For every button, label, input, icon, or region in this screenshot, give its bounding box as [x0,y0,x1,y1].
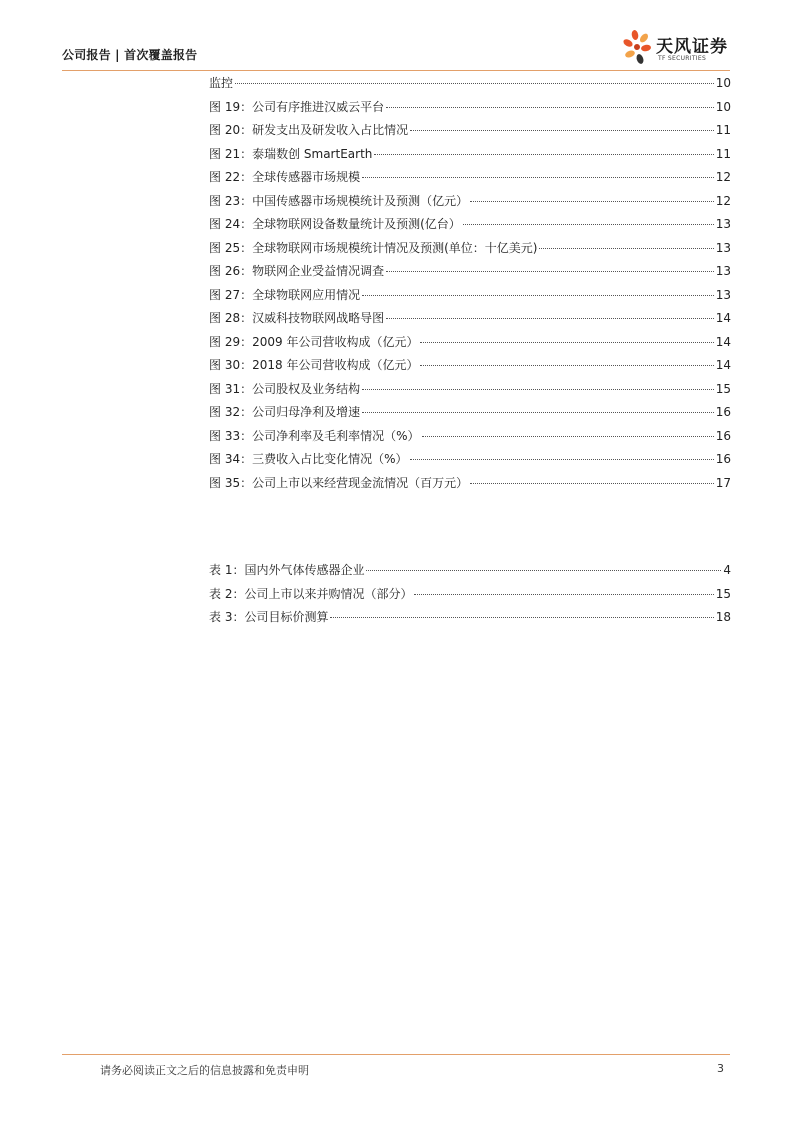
figure-entry-page: 12 [715,170,731,184]
figure-entry-label: 图 24：全球物联网设备数量统计及预测(亿台） [209,217,461,231]
figure-entry-label: 图 34：三费收入占比变化情况（%） [209,452,408,466]
report-type-label: 公司报告 | 首次覆盖报告 [62,48,198,62]
figure-entry[interactable] [209,309,731,333]
figure-entry-page: 14 [715,334,731,349]
figure-entry-label: 图 22：全球传感器市场规模 [209,170,361,184]
figure-entry[interactable] [209,74,731,98]
dot-leader [362,389,714,390]
figure-entry-label: 图 32：公司归母净利及增速 [209,405,361,419]
figure-entry[interactable] [209,286,731,310]
figure-entry-page: 16 [715,428,731,443]
figure-entry-page: 10 [715,99,731,114]
figure-entry-page: 13 [715,264,731,278]
figure-entry[interactable] [209,168,731,192]
figure-list [209,74,731,497]
figure-entry-label: 图 27：全球物联网应用情况 [209,287,361,302]
dot-leader [330,617,713,618]
dot-leader [420,342,713,343]
figure-entry-label: 图 35：公司上市以来经营现金流情况（百万元） [209,475,469,490]
figure-entry[interactable] [209,403,731,427]
figure-entry-page: 13 [715,217,731,231]
figure-entry-page: 11 [715,146,731,161]
brand-subtitle: TF SECURITIES [658,55,707,62]
dot-leader [362,295,714,296]
dot-leader [386,107,714,108]
figure-entry[interactable] [209,356,731,380]
figure-entry-label: 图 31：公司股权及业务结构 [209,381,361,396]
figure-entry-label: 图 23：中国传感器市场规模统计及预测（亿元） [209,193,469,208]
brand-logo [622,26,734,70]
table-entry-label: 表 3：公司目标价测算 [209,610,329,624]
table-entry[interactable] [209,561,731,585]
figure-entry-page: 14 [715,358,731,372]
figure-entry-label: 图 20：研发支出及研发收入占比情况 [209,123,409,137]
footer-divider [62,1054,730,1055]
figure-entry-label: 图 29：2009 年公司营收构成（亿元） [209,334,419,349]
dot-leader [386,271,714,272]
table-list [209,561,731,632]
dot-leader [539,248,713,249]
figure-entry[interactable] [209,333,731,357]
dot-leader [414,594,713,595]
figure-entry-page: 14 [715,311,731,325]
figure-entry-label: 图 33：公司净利率及毛利率情况（%） [209,428,420,443]
page-number: 3 [717,1062,724,1075]
table-entry-page: 15 [715,586,731,601]
table-entry-page: 4 [723,563,731,577]
figure-entry-page: 11 [715,123,731,137]
figure-entry[interactable] [209,121,731,145]
table-entry-page: 18 [715,610,731,624]
dot-leader [362,412,714,413]
figure-entry[interactable] [209,239,731,263]
figure-entry[interactable] [209,474,731,498]
figure-entry-label: 图 25：全球物联网市场规模统计情况及预测(单位：十亿美元) [209,240,538,255]
header-divider [62,70,730,71]
figure-entry[interactable] [209,380,731,404]
dot-leader [410,459,714,460]
dot-leader [410,130,714,131]
dot-leader [374,154,713,155]
figure-entry[interactable] [209,145,731,169]
figure-entry-page: 15 [715,381,731,396]
figure-entry-page: 17 [715,475,731,490]
figure-entry[interactable] [209,98,731,122]
figure-entry-page: 13 [715,240,731,255]
dot-leader [463,224,714,225]
figure-entry-label: 图 26：物联网企业受益情况调查 [209,264,385,278]
figure-entry-label: 图 30：2018 年公司营收构成（亿元） [209,358,419,372]
dot-leader [386,318,714,319]
figure-entry-label: 监控 [209,76,234,90]
figure-entry[interactable] [209,427,731,451]
figure-entry[interactable] [209,450,731,474]
table-entry-label: 表 1：国内外气体传感器企业 [209,563,365,577]
dot-leader [362,177,714,178]
dot-leader [470,201,714,202]
figure-entry[interactable] [209,262,731,286]
disclaimer-note: 请务必阅读正文之后的信息披露和免责申明 [100,1064,309,1077]
brand-name: 天风证券 [656,37,728,57]
figure-entry-page: 10 [715,76,731,90]
figure-entry[interactable] [209,192,731,216]
figure-entry-page: 16 [715,452,731,466]
dot-leader [235,83,714,84]
table-entry-label: 表 2：公司上市以来并购情况（部分） [209,586,413,601]
figure-entry-page: 12 [715,193,731,208]
table-entry[interactable] [209,608,731,632]
dot-leader [420,365,713,366]
figure-entry-label: 图 28：汉威科技物联网战略导图 [209,311,385,325]
figure-entry-page: 16 [715,405,731,419]
table-entry[interactable] [209,585,731,609]
dot-leader [470,483,714,484]
dot-leader [422,436,714,437]
figure-entry-page: 13 [715,287,731,302]
tf-securities-flower-icon [622,26,656,70]
figure-entry-label: 图 21：泰瑞数创 SmartEarth [209,146,373,161]
figure-entry-label: 图 19：公司有序推进汉威云平台 [209,99,385,114]
dot-leader [366,570,721,571]
figure-entry[interactable] [209,215,731,239]
